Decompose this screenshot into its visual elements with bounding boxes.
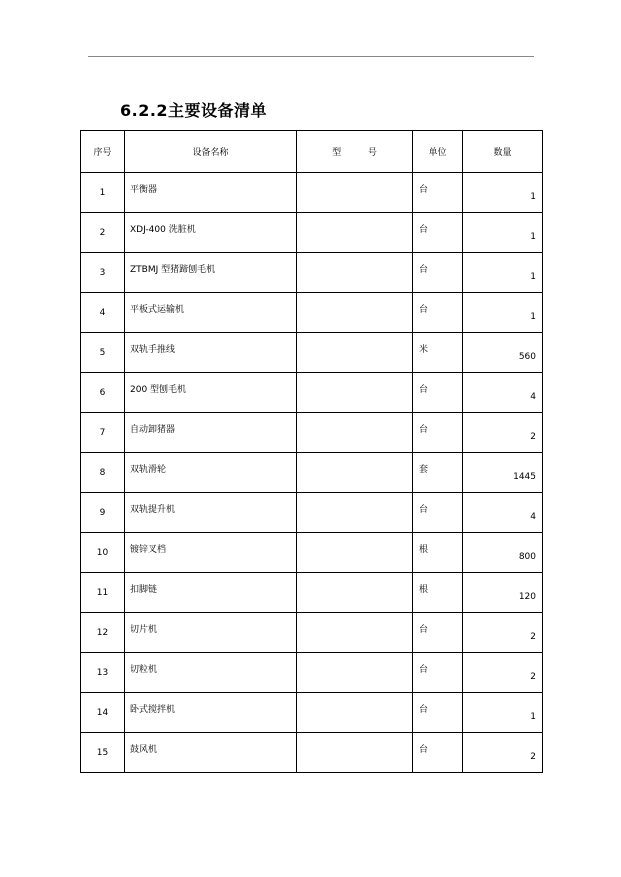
row-no: 9 bbox=[81, 493, 125, 533]
row-name: 平板式运输机 bbox=[125, 293, 297, 333]
row-qty: 560 bbox=[463, 333, 543, 373]
table-row bbox=[81, 693, 543, 733]
table-row bbox=[81, 333, 543, 373]
row-no: 15 bbox=[81, 733, 125, 773]
table-row bbox=[81, 733, 543, 773]
row-no: 13 bbox=[81, 653, 125, 693]
row-qty: 1 bbox=[463, 173, 543, 213]
table-row bbox=[81, 413, 543, 453]
row-qty: 1445 bbox=[463, 453, 543, 493]
row-no: 3 bbox=[81, 253, 125, 293]
row-unit: 台 bbox=[413, 173, 463, 213]
row-model bbox=[297, 413, 413, 453]
row-qty: 2 bbox=[463, 653, 543, 693]
row-qty: 2 bbox=[463, 733, 543, 773]
row-no: 11 bbox=[81, 573, 125, 613]
row-unit: 台 bbox=[413, 733, 463, 773]
equipment-table bbox=[80, 130, 543, 773]
row-name: 切片机 bbox=[125, 613, 297, 653]
row-model bbox=[297, 733, 413, 773]
header-no: 序号 bbox=[81, 131, 125, 173]
section-title: 6.2.2主要设备清单 bbox=[120, 101, 268, 120]
table-row bbox=[81, 253, 543, 293]
row-unit: 台 bbox=[413, 613, 463, 653]
table-row bbox=[81, 573, 543, 613]
row-name: 双轨提升机 bbox=[125, 493, 297, 533]
row-model bbox=[297, 493, 413, 533]
row-qty: 1 bbox=[463, 253, 543, 293]
row-model bbox=[297, 213, 413, 253]
row-name: 卧式搅拌机 bbox=[125, 693, 297, 733]
header-qty: 数量 bbox=[463, 131, 543, 173]
table-row bbox=[81, 213, 543, 253]
row-model bbox=[297, 173, 413, 213]
row-model bbox=[297, 653, 413, 693]
table-row bbox=[81, 373, 543, 413]
row-no: 14 bbox=[81, 693, 125, 733]
row-qty: 4 bbox=[463, 493, 543, 533]
row-name: 200 型刨毛机 bbox=[125, 373, 297, 413]
row-name: 双轨手推线 bbox=[125, 333, 297, 373]
row-model bbox=[297, 333, 413, 373]
header-row bbox=[81, 131, 543, 173]
header-model: 型 号 bbox=[297, 131, 413, 173]
row-unit: 台 bbox=[413, 653, 463, 693]
row-name: 平衡器 bbox=[125, 173, 297, 213]
row-name: 自动卸猪器 bbox=[125, 413, 297, 453]
row-unit: 台 bbox=[413, 293, 463, 333]
row-model bbox=[297, 253, 413, 293]
row-unit: 米 bbox=[413, 333, 463, 373]
row-name: 扣脚链 bbox=[125, 573, 297, 613]
row-qty: 1 bbox=[463, 213, 543, 253]
row-qty: 2 bbox=[463, 613, 543, 653]
row-no: 6 bbox=[81, 373, 125, 413]
row-model bbox=[297, 533, 413, 573]
row-qty: 800 bbox=[463, 533, 543, 573]
row-model bbox=[297, 453, 413, 493]
row-no: 5 bbox=[81, 333, 125, 373]
row-name: 镀锌叉档 bbox=[125, 533, 297, 573]
row-unit: 根 bbox=[413, 573, 463, 613]
row-qty: 1 bbox=[463, 293, 543, 333]
row-model bbox=[297, 373, 413, 413]
row-model bbox=[297, 693, 413, 733]
row-no: 1 bbox=[81, 173, 125, 213]
header-unit: 单位 bbox=[413, 131, 463, 173]
row-unit: 套 bbox=[413, 453, 463, 493]
row-name: ZTBMJ 型猪蹄刨毛机 bbox=[125, 253, 297, 293]
row-model bbox=[297, 573, 413, 613]
row-model bbox=[297, 613, 413, 653]
row-unit: 台 bbox=[413, 493, 463, 533]
table-row bbox=[81, 173, 543, 213]
row-model bbox=[297, 293, 413, 333]
row-qty: 4 bbox=[463, 373, 543, 413]
row-qty: 2 bbox=[463, 413, 543, 453]
row-qty: 1 bbox=[463, 693, 543, 733]
table-row bbox=[81, 453, 543, 493]
row-unit: 根 bbox=[413, 533, 463, 573]
row-no: 10 bbox=[81, 533, 125, 573]
table-row bbox=[81, 533, 543, 573]
row-name: XDJ-400 洗脏机 bbox=[125, 213, 297, 253]
table-body bbox=[81, 173, 543, 773]
row-name: 双轨滑轮 bbox=[125, 453, 297, 493]
row-qty: 120 bbox=[463, 573, 543, 613]
row-no: 8 bbox=[81, 453, 125, 493]
header-rule bbox=[88, 56, 534, 57]
row-unit: 台 bbox=[413, 213, 463, 253]
table-row bbox=[81, 613, 543, 653]
header-name: 设备名称 bbox=[125, 131, 297, 173]
row-unit: 台 bbox=[413, 373, 463, 413]
table-row bbox=[81, 493, 543, 533]
row-no: 7 bbox=[81, 413, 125, 453]
row-name: 鼓风机 bbox=[125, 733, 297, 773]
row-unit: 台 bbox=[413, 253, 463, 293]
row-no: 4 bbox=[81, 293, 125, 333]
row-unit: 台 bbox=[413, 413, 463, 453]
row-unit: 台 bbox=[413, 693, 463, 733]
table-row bbox=[81, 653, 543, 693]
row-name: 切粒机 bbox=[125, 653, 297, 693]
row-no: 12 bbox=[81, 613, 125, 653]
row-no: 2 bbox=[81, 213, 125, 253]
table-row bbox=[81, 293, 543, 333]
table-header bbox=[81, 131, 543, 173]
